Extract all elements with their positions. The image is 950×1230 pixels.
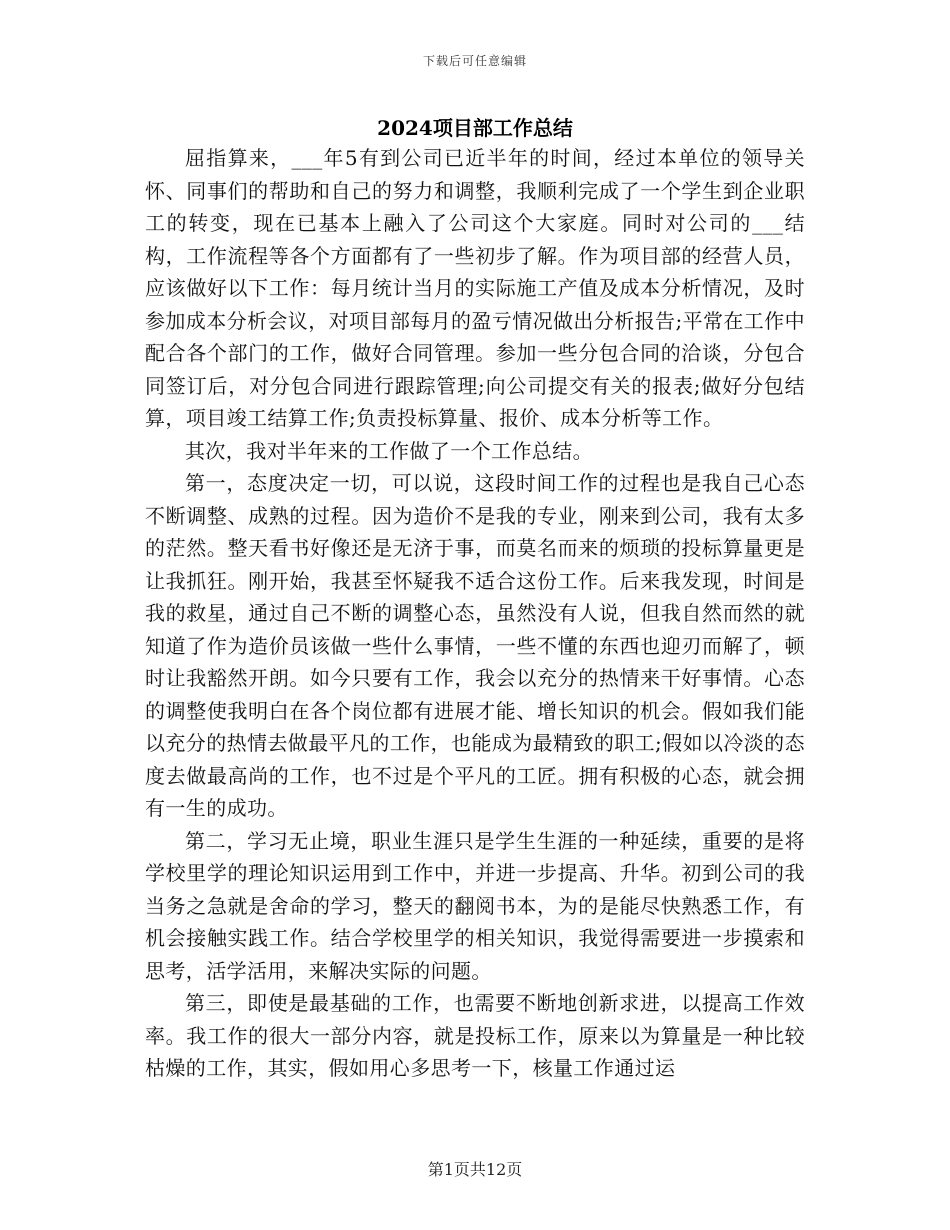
- document-title: 2024项目部工作总结: [377, 116, 573, 140]
- header-note: 下载后可任意编辑: [422, 54, 527, 68]
- document-body: [145, 142, 805, 1085]
- paragraph-1: 屈指算来，___年5有到公司已近半年的时间，经过本单位的领导关怀、同事们的帮助和自己的努力和调整，我顺利完成了一个学生到企业职工的转变，现在已基本上融入了公司这个大家庭。同时对公司的___结构，工作流程等各个方面都有了一些初步了解。作为项目部的经营人员，应该做好以下工作：每月统计当月的实际施工产值及成本分析情况，及时参加成本分析会议，对项目部每月的盈亏情况做出分析报告;平常在工作中配合各个部门的工作，做好合同管理。参加一些分包合同的洽谈，分包合同签订后，对分包合同进行跟踪管理;向公司提交有关的报表;做好分包结算，项目竣工结算工作;负责投标算量、报价、成本分析等工作。: [145, 146, 805, 430]
- paragraph-2: 其次，我对半年来的工作做了一个工作总结。: [185, 438, 593, 463]
- paragraph-3: 第一，态度决定一切，可以说，这段时间工作的过程也是我自己心态不断调整、成熟的过程。因为造价不是我的专业，刚来到公司，我有太多的茫然。整天看书好像还是无济于事，而莫名而来的烦琐的投标算量更是让我抓狂。刚开始，我甚至怀疑我不适合这份工作。后来我发现，时间是我的救星，通过自己不断的调整心态，虽然没有人说，但我自然而然的就知道了作为造价员该做一些什么事情，一些不懂的东西也迎刃而解了，顿时让我豁然开朗。如今只要有工作，我会以充分的热情来干好事情。心态的调整使我明白在各个岗位都有进展才能、增长知识的机会。假如我们能以充分的热情去做最平凡的工作，也能成为最精致的职工;假如以冷淡的态度去做最高尚的工作，也不过是个平凡的工匠。拥有积极的心态，就会拥有一生的成功。: [145, 471, 805, 820]
- paragraph-4: 第二，学习无止境，职业生涯只是学生生涯的一种延续，重要的是将学校里学的理论知识运用到工作中，并进一步提高、升华。初到公司的我当务之急就是舍命的学习，整天的翻阅书本，为的是能尽快熟悉工作，有机会接触实践工作。结合学校里学的相关知识，我觉得需要进一步摸索和思考，活学活用，来解决实际的问题。: [145, 828, 805, 983]
- page-number-footer: 第1页共12页: [427, 1160, 523, 1179]
- paragraph-5: 第三，即使是最基础的工作，也需要不断地创新求进，以提高工作效率。我工作的很大一部分内容，就是投标工作，原来以为算量是一种比较枯燥的工作，其实，假如用心多思考一下，核量工作通过运: [145, 991, 805, 1080]
